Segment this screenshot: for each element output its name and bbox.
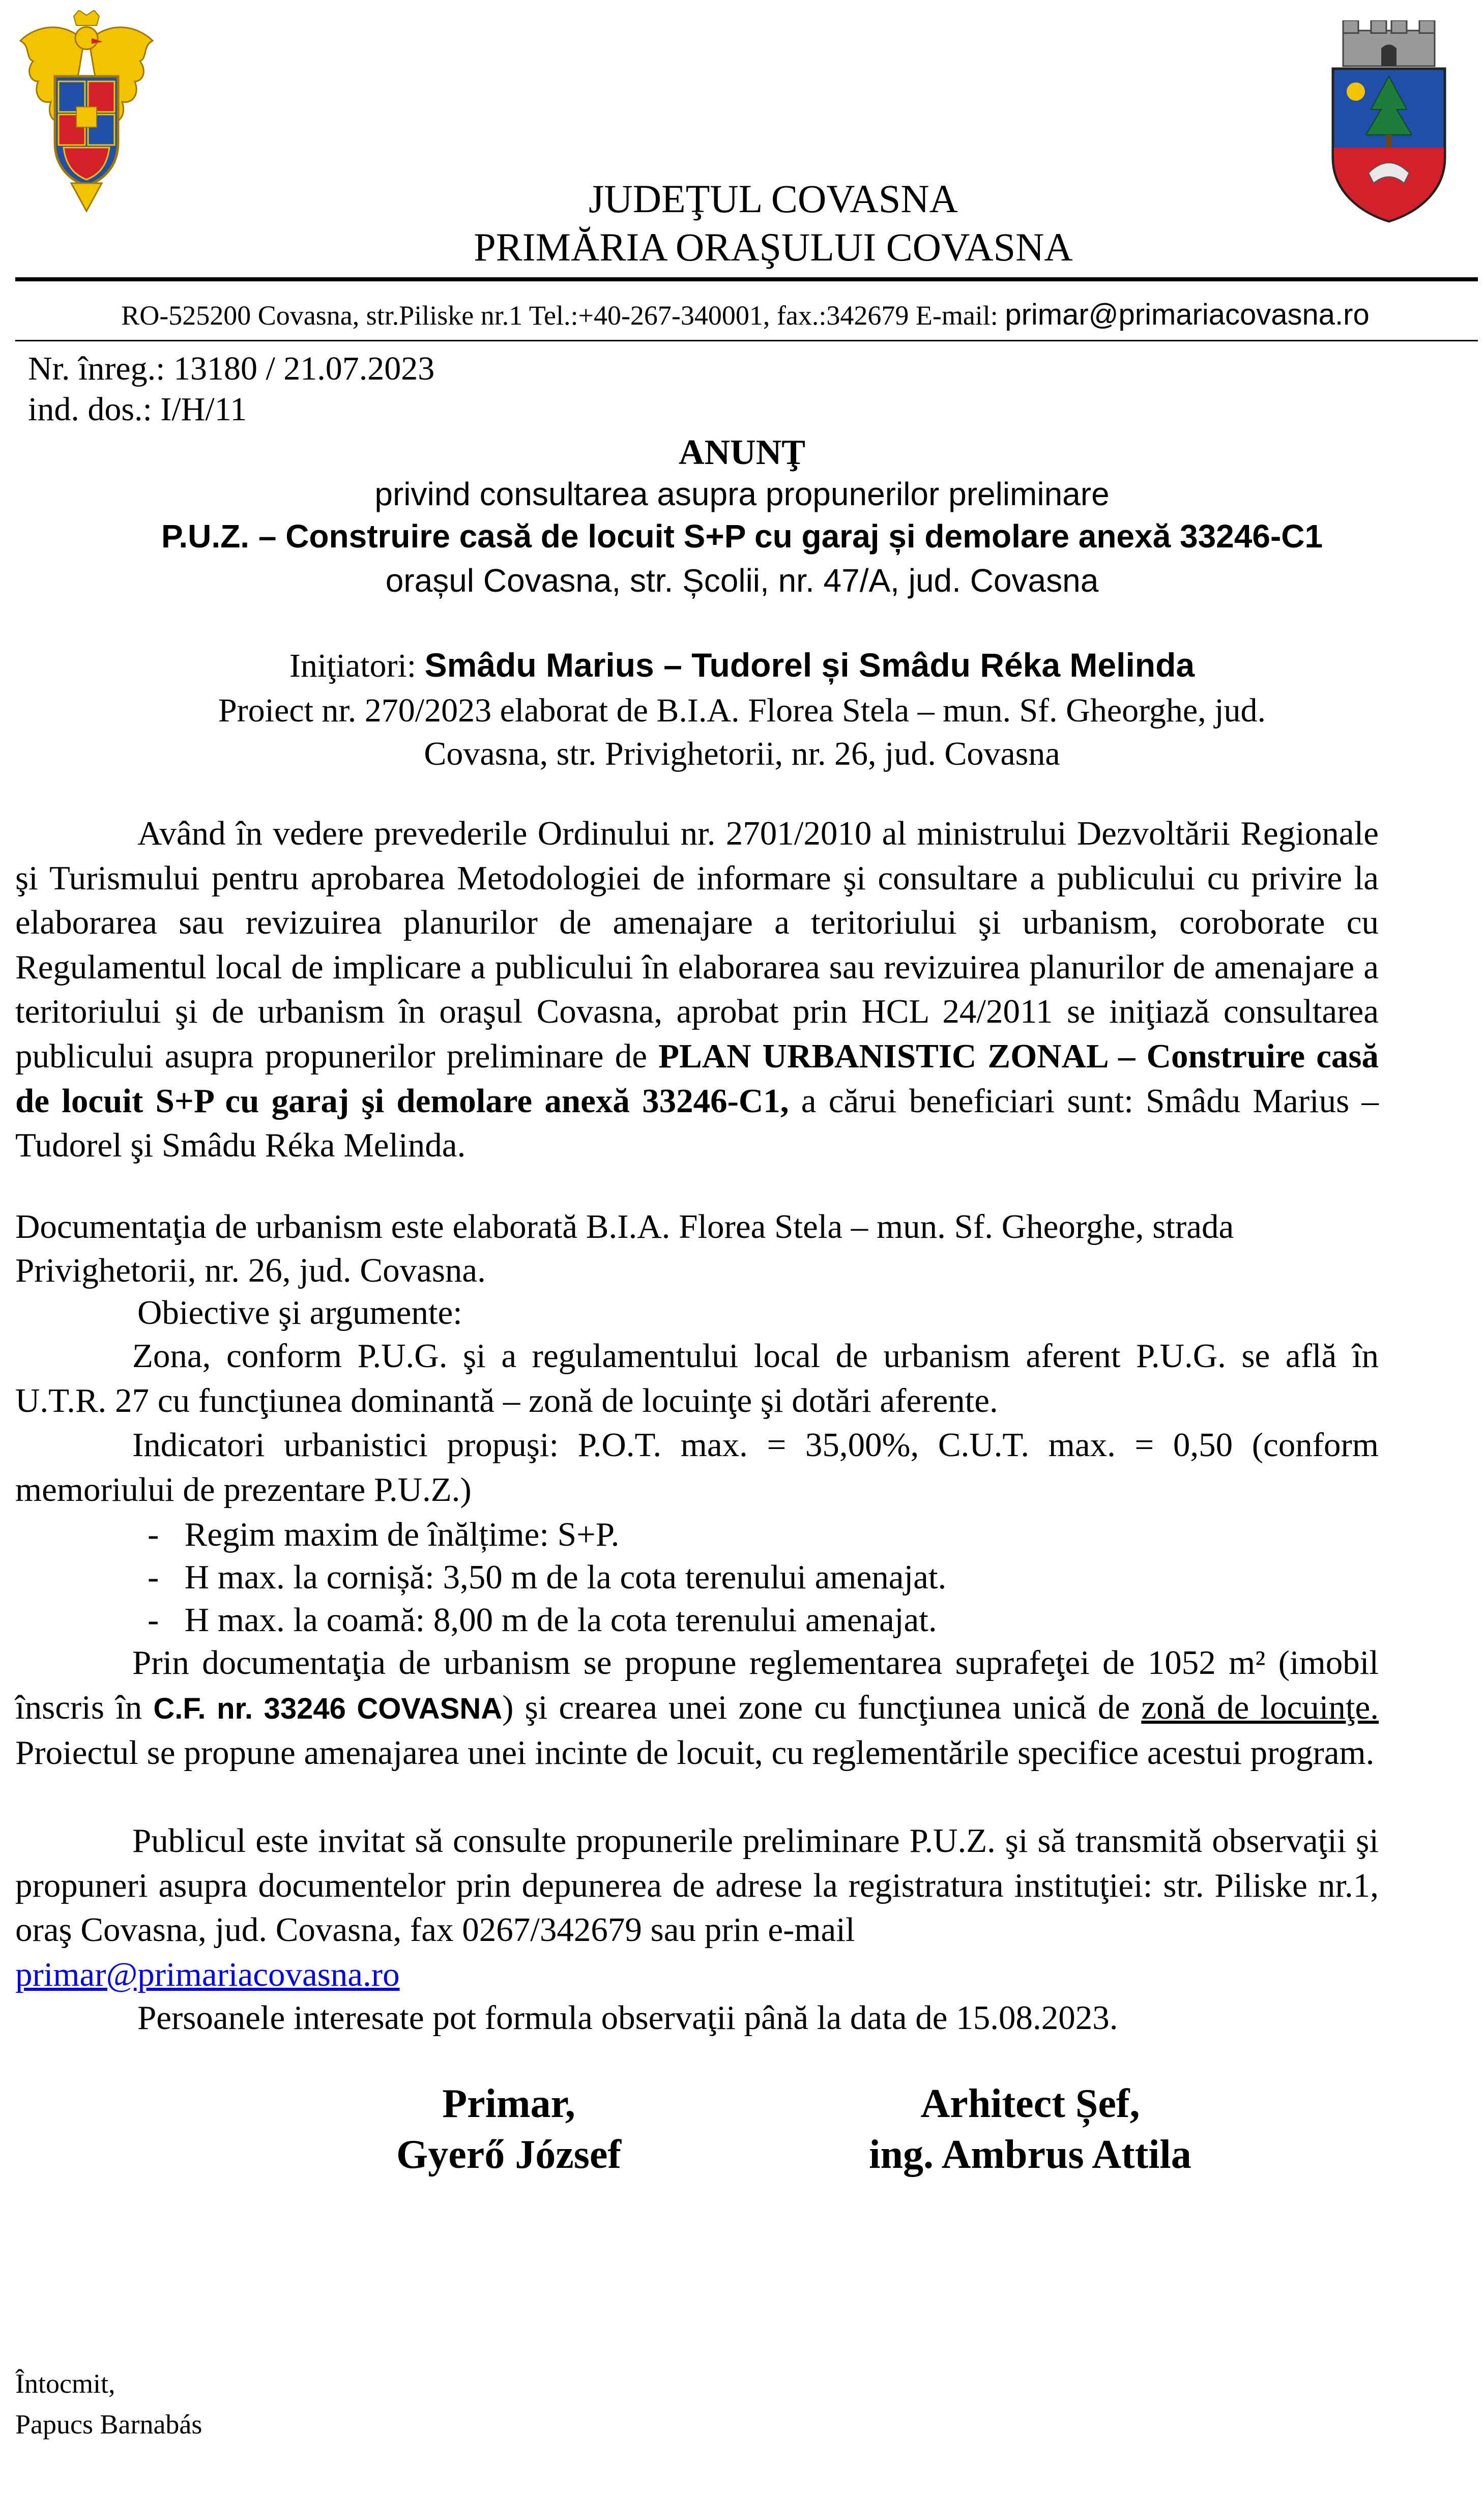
zone-designation: zonă de locuinţe. bbox=[1141, 1688, 1379, 1726]
regulation-paragraph bbox=[15, 1641, 1379, 1776]
prepared-by-name: Papucs Barnabás bbox=[15, 2409, 202, 2440]
objectives-label: Obiective şi argumente: bbox=[137, 1294, 462, 1331]
notice-subtitle: privind consultarea asupra propunerilor preliminare bbox=[374, 476, 1110, 512]
project-info-line-1: Proiect nr. 270/2023 elaborat de B.I.A. Florea Stela – mun. Sf. Gheorghe, jud. bbox=[218, 692, 1266, 729]
registration-number: Nr. înreg.: 13180 / 21.07.2023 bbox=[28, 350, 435, 387]
beneficiaries-text: a cărui beneficiari sunt: Smâdu Marius – Tudorel şi Smâdu Réka Melinda. bbox=[15, 1082, 1379, 1165]
initiators-label: Iniţiatori: bbox=[289, 647, 425, 684]
contact-email-link[interactable] bbox=[15, 1953, 1379, 1997]
office-name: PRIMĂRIA ORAŞULUI COVASNA bbox=[474, 225, 1073, 269]
architect-name: ing. Ambrus Attila bbox=[869, 2132, 1191, 2177]
regulation-text-3: Proiectul se propune amenajarea unei incinte de locuit, cu reglementările specifice acestui program. bbox=[15, 1734, 1375, 1772]
mayor-name: Gyerő József bbox=[396, 2132, 622, 2177]
covasna-coat-of-arms-icon bbox=[1323, 20, 1455, 224]
notice-title: ANUNŢ bbox=[679, 433, 805, 472]
bullet-text: H max. la coamă: 8,00 m de la cota terenului amenajat. bbox=[184, 1601, 937, 1639]
documentation-line-2: Privighetorii, nr. 26, jud. Covasna. bbox=[15, 1252, 486, 1289]
mayor-role: Primar, bbox=[442, 2081, 575, 2126]
initiators-names: Smâdu Marius – Tudorel și Smâdu Réka Melinda bbox=[424, 646, 1195, 684]
regulation-text-1: Prin documentaţia de urbanism se propune reglementarea suprafeţei de 1052 m² (imobil înscris în bbox=[15, 1644, 1379, 1726]
bullet-text: H max. la cornișă: 3,50 m de la cota terenului amenajat. bbox=[184, 1558, 947, 1596]
address-text: RO-525200 Covasna, str.Piliske nr.1 Tel.:+40-267-340001, fax.:342679 E-mail: bbox=[121, 300, 1005, 331]
bullet-item: - Regim maxim de înălțime: S+P. bbox=[148, 1516, 620, 1553]
bullet-item: - H max. la coamă: 8,00 m de la cota terenului amenajat. bbox=[148, 1601, 937, 1639]
plan-title-bold: PLAN URBANISTIC ZONAL – Construire casă de locuit S+P cu garaj şi demolare anexă 33246-C1, bbox=[15, 1037, 1379, 1120]
project-info-line-2: Covasna, str. Privighetorii, nr. 26, jud. Covasna bbox=[424, 735, 1060, 772]
county-name: JUDEŢUL COVASNA bbox=[589, 177, 958, 221]
email-link[interactable]: primar@primariacovasna.ro bbox=[15, 1956, 400, 1993]
bullet-item: - H max. la cornișă: 3,50 m de la cota terenului amenajat. bbox=[148, 1558, 947, 1596]
architect-role: Arhitect Șef, bbox=[920, 2081, 1140, 2126]
deadline-text: Persoanele interesate pot formula observaţii până la data de 15.08.2023. bbox=[137, 1999, 1118, 2037]
address-divider bbox=[15, 340, 1478, 341]
regulation-text-2: ) şi crearea unei zone cu funcţiunea unică de bbox=[502, 1688, 1142, 1726]
land-registry-ref: C.F. nr. 33246 COVASNA bbox=[153, 1692, 503, 1725]
romania-coat-of-arms-icon bbox=[15, 10, 158, 214]
zone-paragraph: Zona, conform P.U.G. şi a regulamentului local de urbanism aferent P.U.G. se află în U.T.R. 27 cu funcţiunea dominantă – zonă de locuinţe şi dotări aferente. bbox=[15, 1337, 1379, 1419]
header-email: primar@primariacovasna.ro bbox=[1005, 298, 1370, 331]
project-title: P.U.Z. – Construire casă de locuit S+P cu garaj și demolare anexă 33246-C1 bbox=[161, 518, 1323, 555]
indicators-paragraph: Indicatori urbanistici propuşi: P.O.T. max. = 35,00%, C.U.T. max. = 0,50 (conform memoriului de prezentare P.U.Z.) bbox=[15, 1426, 1379, 1509]
public-invitation-paragraph: Publicul este invitat să consulte propunerile preliminare P.U.Z. şi să transmită observaţii şi propuneri asupra documentelor prin depunerea de adrese la registratura instituţiei: str. Piliske nr.1, oraş Covasna, jud. Covasna, fax 0267/342679 sau prin e-mail bbox=[15, 1822, 1379, 1949]
file-index: ind. dos.: I/H/11 bbox=[28, 391, 247, 428]
main-paragraph bbox=[15, 811, 1379, 1168]
prepared-by-label: Întocmit, bbox=[15, 2368, 115, 2399]
header-divider bbox=[15, 277, 1478, 281]
contact-address bbox=[15, 298, 1475, 332]
bullet-text: Regim maxim de înălțime: S+P. bbox=[184, 1516, 620, 1553]
documentation-line-1: Documentaţia de urbanism este elaborată B.I.A. Florea Stela – mun. Sf. Gheorghe, strada bbox=[15, 1208, 1234, 1245]
initiators-line bbox=[0, 644, 1484, 687]
project-location: orașul Covasna, str. Școlii, nr. 47/A, jud. Covasna bbox=[385, 562, 1099, 599]
main-paragraph-text: Având în vedere prevederile Ordinului nr. 2701/2010 al ministrului Dezvoltării Regionale şi Turismului pentru aprobarea Metodologiei de informare şi consultare a publicului cu privire la elaborarea sau revizuirea planurilor de amenajare a teritoriului şi urbanism, coroborate cu Regulamentul local de implicare a publicului în elaborarea sau revizuirea planurilor de amenajare a teritoriului şi de urbanism în oraşul Covasna, aprobat prin HCL 24/2011 se iniţiază consultarea publicului asupra propunerilor preliminare de bbox=[15, 815, 1379, 1075]
